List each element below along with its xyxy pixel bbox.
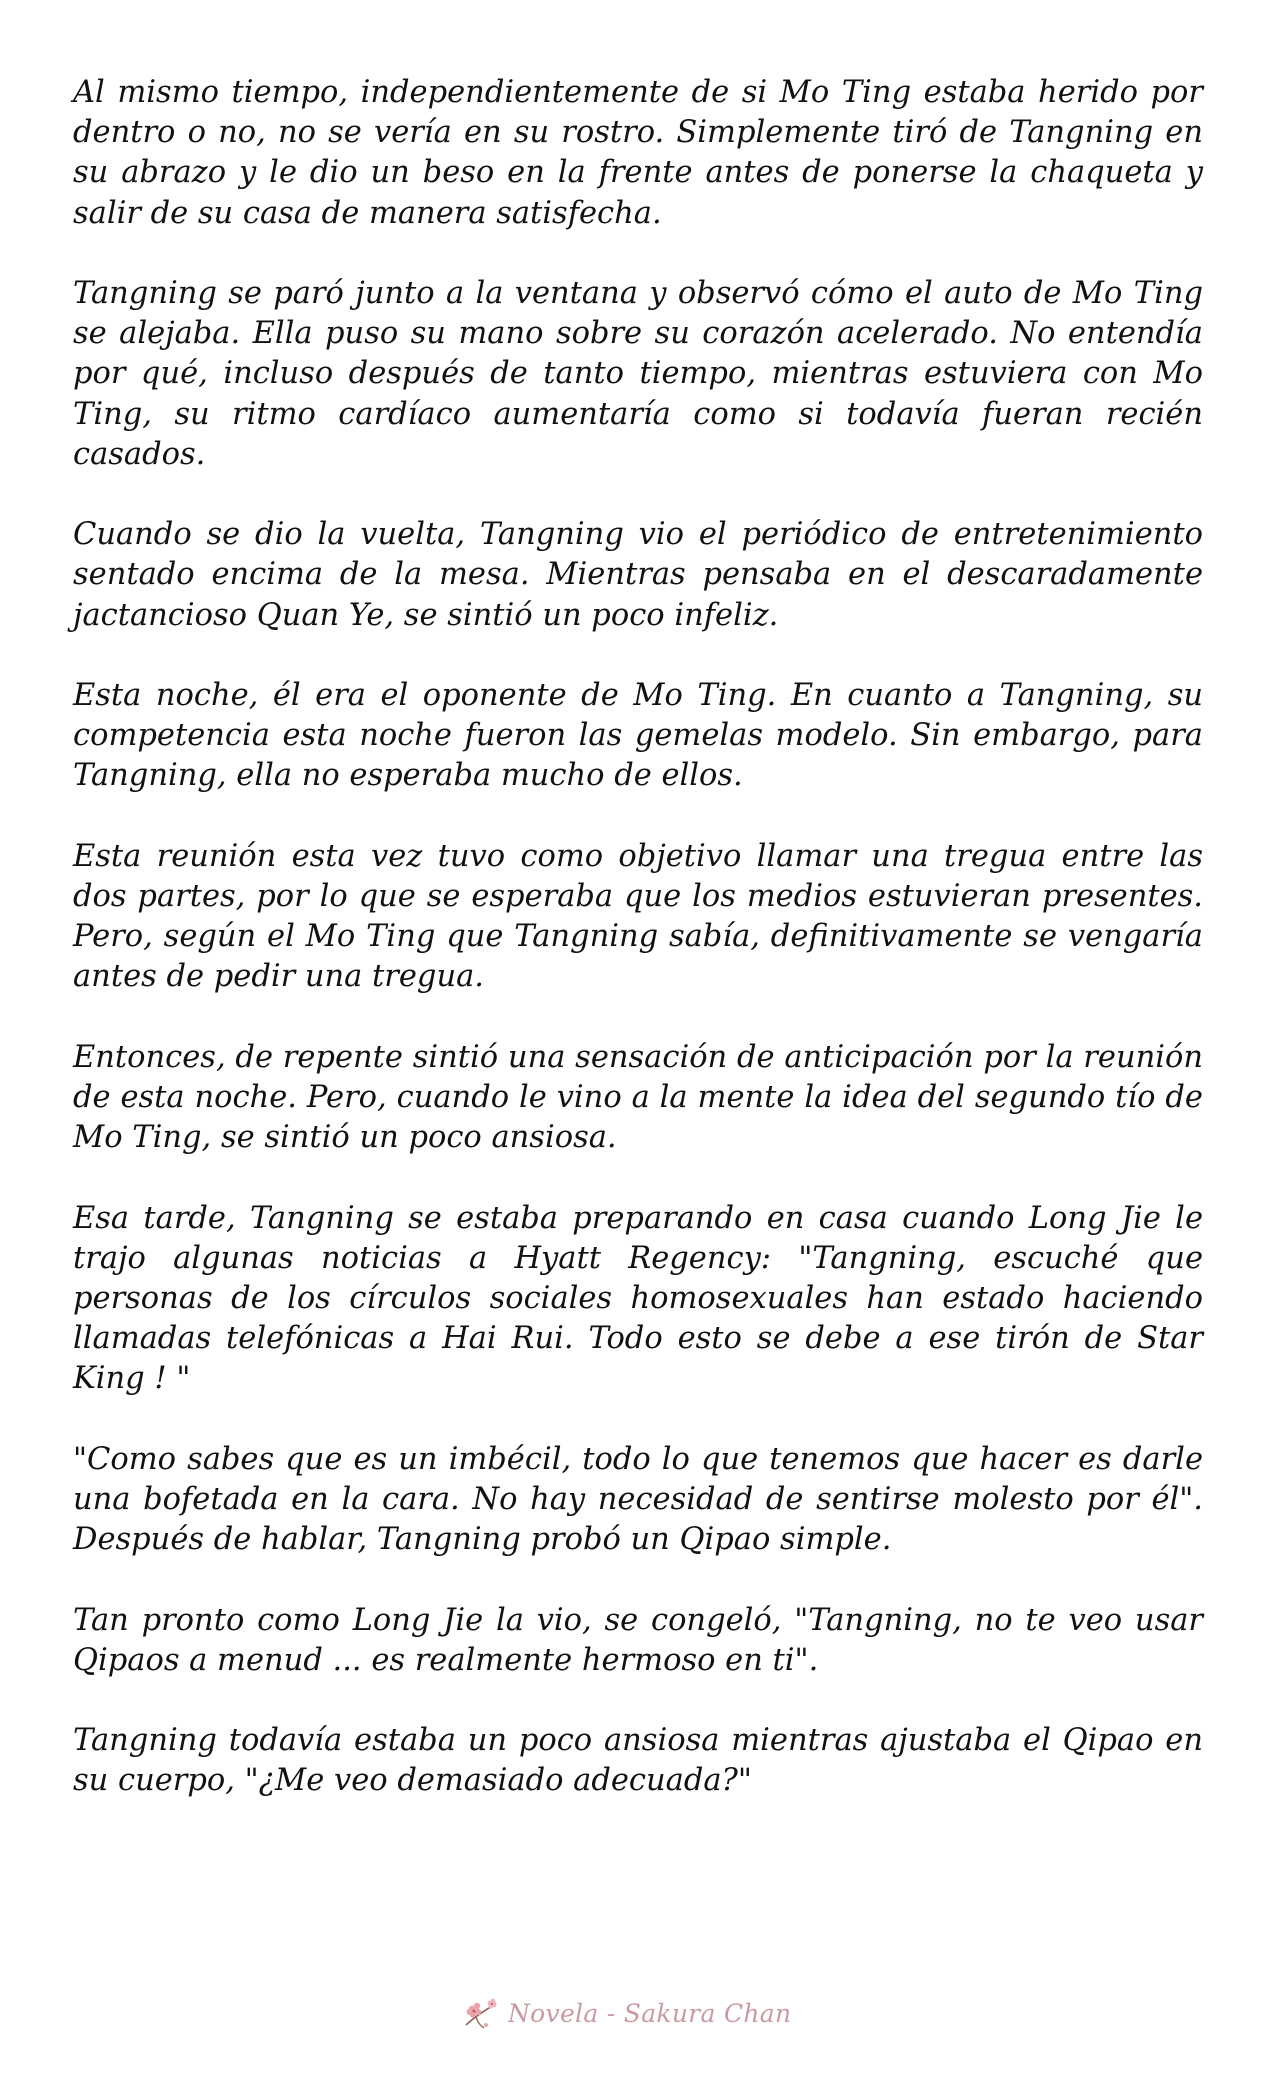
footer-watermark — [462, 1990, 832, 2036]
paragraph: Tan pronto como Long Jie la vio, se congeló, "Tangning, no te veo usar Qipaos a menud ... es realmente hermoso en ti". — [73, 1602, 1203, 1678]
paragraph: Cuando se dio la vuelta, Tangning vio el periódico de entretenimiento sentado encima de la mesa. Mientras pensaba en el descaradamente jactancioso Quan Ye, se sintió un poco infeliz. — [73, 517, 1203, 633]
cherry-blossom-icon — [462, 1995, 502, 2031]
paragraph: Al mismo tiempo, independientemente de si Mo Ting estaba herido por dentro o no, no se vería en su rostro. Simplemente tiró de Tangning en su abrazo y le dio un beso en la frente antes de ponerse la chaqueta y salir de su casa de manera satisfecha. — [73, 75, 1203, 231]
paragraph: Esta reunión esta vez tuvo como objetivo llamar una tregua entre las dos partes, por lo que se esperaba que los medios estuvieran presentes. Pero, según el Mo Ting que Tangning sabía, definitivamente se vengaría antes de pedir una tregua. — [73, 838, 1203, 995]
paragraph: Tangning se paró junto a la ventana y observó cómo el auto de Mo Ting se alejaba. Ella puso su mano sobre su corazón acelerado. No entendía por qué, incluso después de tanto tiempo, mientras estuviera con Mo Ting, su ritmo cardíaco aumentaría como si todavía fueran recién casados. — [73, 276, 1203, 472]
paragraph: "Como sabes que es un imbécil, todo lo que tenemos que hacer es darle una bofetada en la cara. No hay necesidad de sentirse molesto por él". Después de hablar, Tangning probó un Qipao simple. — [73, 1441, 1203, 1558]
document-body — [73, 73, 1203, 1842]
paragraph: Esta noche, él era el oponente de Mo Ting. En cuanto a Tangning, su competencia esta noche fueron las gemelas modelo. Sin embargo, para Tangning, ella no esperaba mucho de ellos. — [73, 678, 1203, 794]
paragraph: Entonces, de repente sintió una sensación de anticipación por la reunión de esta noche. Pero, cuando le vino a la mente la idea del segundo tío de Mo Ting, se sintió un poco ansiosa. — [73, 1039, 1203, 1156]
paragraph: Tangning todavía estaba un poco ansiosa mientras ajustaba el Qipao en su cuerpo, "¿Me veo demasiado adecuada?" — [73, 1723, 1203, 1799]
footer-text: Novela - Sakura Chan — [508, 1998, 792, 2028]
paragraph: Esa tarde, Tangning se estaba preparando en casa cuando Long Jie le trajo algunas noticias a Hyatt Regency: "Tangning, escuché que personas de los círculos sociales homosexuales han estado haciendo llamadas telefónicas a Hai Rui. Todo esto se debe a ese tirón de Star King ! " — [73, 1200, 1203, 1397]
